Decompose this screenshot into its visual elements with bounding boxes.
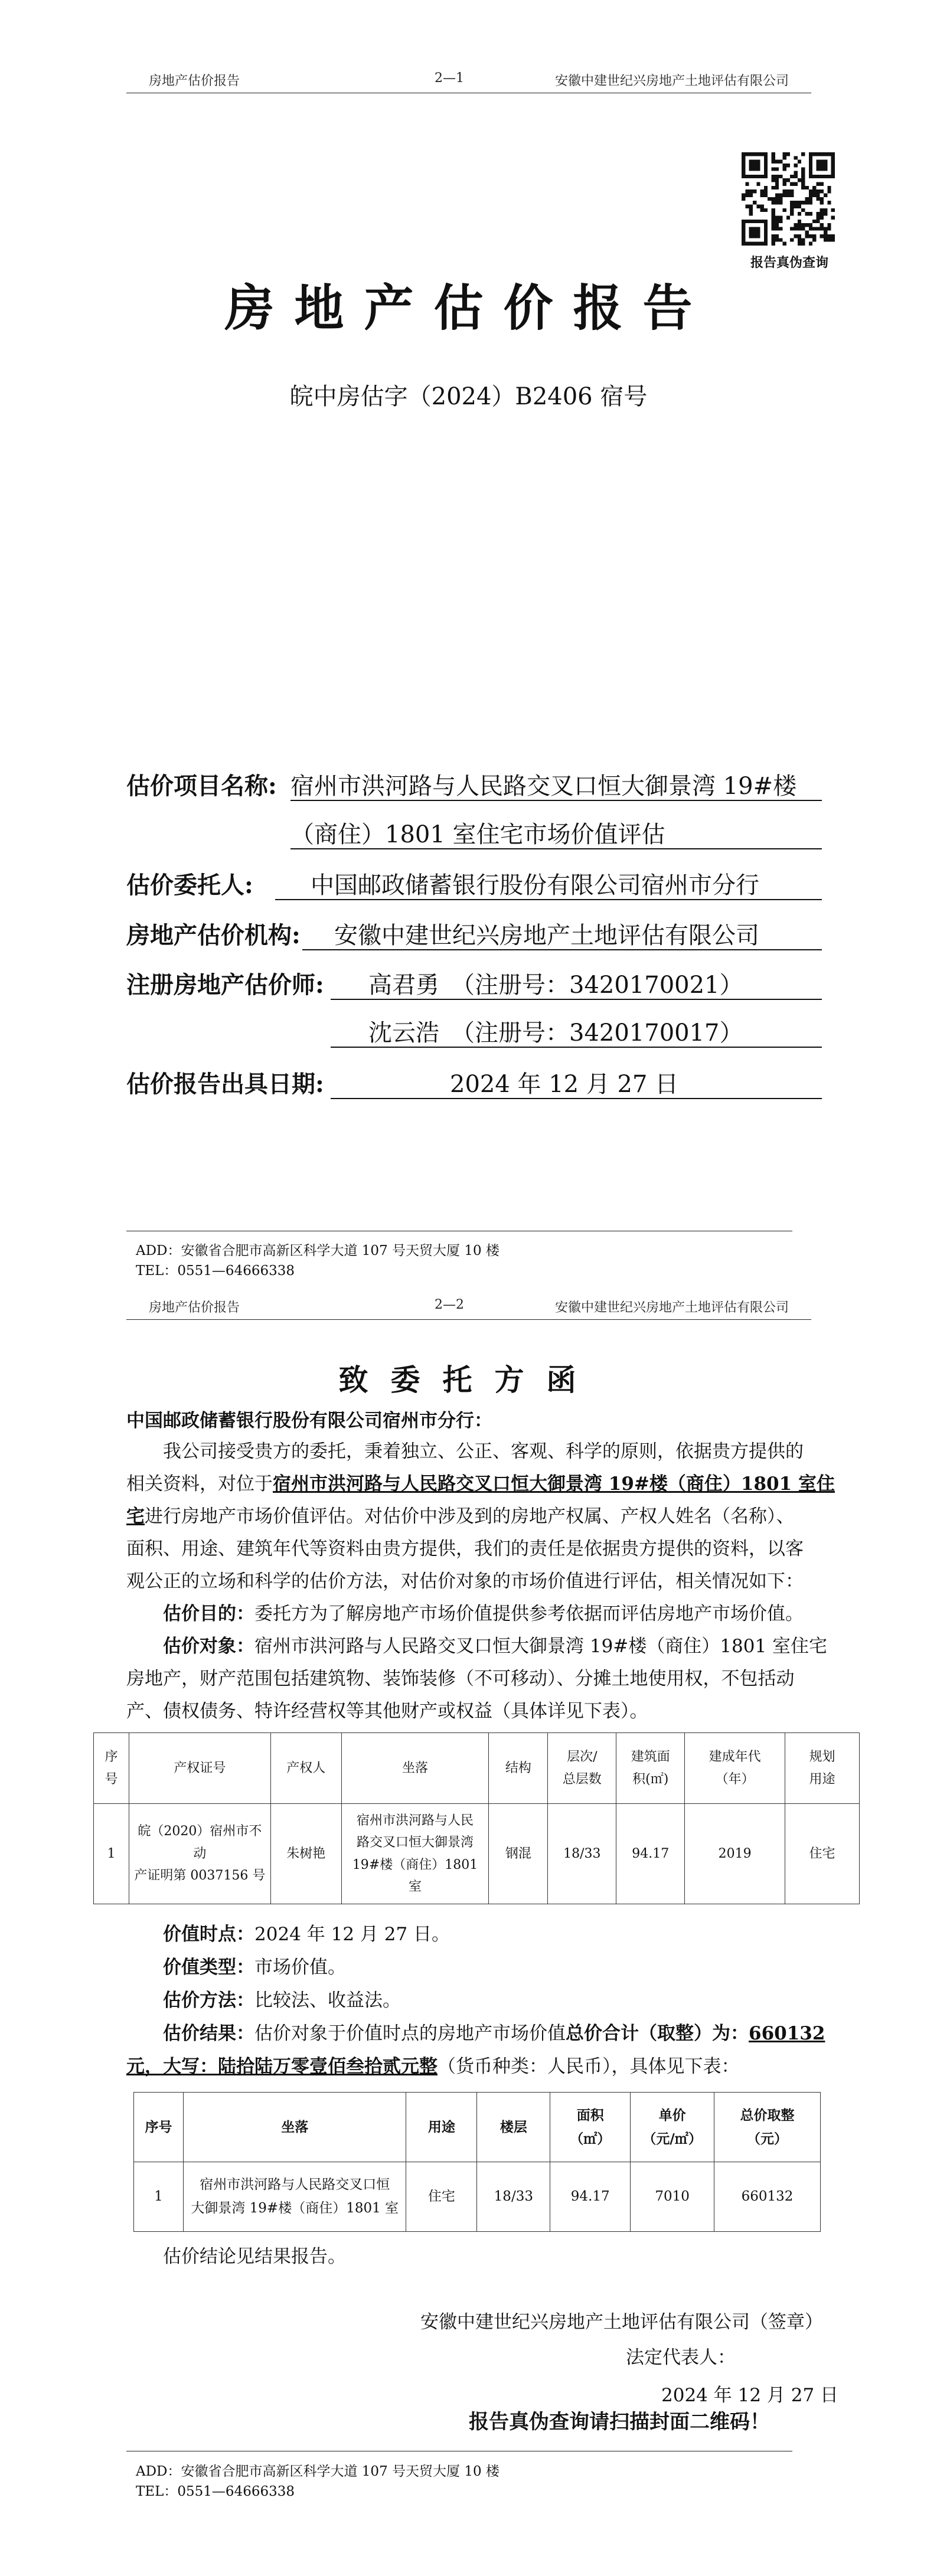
table-cell: 宿州市洪河路与人民路交叉口恒 大御景湾 19#楼（商住）1801 室	[183, 2162, 406, 2232]
table-cell: 94.17	[616, 1804, 685, 1904]
header-right: 安徽中建世纪兴房地产土地评估有限公司	[555, 1300, 789, 1315]
intro-line-2a: 相关资料，对位于	[126, 1473, 273, 1495]
qr-code-icon[interactable]	[742, 152, 835, 246]
object-label: 估价对象：	[163, 1636, 254, 1657]
agency-value: 安徽中建世纪兴房地产土地评估有限公司	[334, 922, 759, 949]
property-table	[93, 1732, 860, 1904]
result-label: 估价结果：	[163, 2023, 254, 2044]
intro-property-address-end: 宅	[126, 1506, 145, 1527]
col-header: 单价 （元/㎡）	[631, 2093, 714, 2162]
footer-address: ADD：安徽省合肥市高新区科学大道 107 号天贸大厦 10 楼	[136, 2464, 499, 2479]
table-cell: 钢混	[489, 1804, 548, 1904]
document-number: 皖中房估字（2024）B2406 宿号	[289, 383, 648, 410]
footer-tel: TEL：0551—64666338	[136, 1263, 295, 1279]
appraiser-2: 沈云浩 （注册号：3420170017）	[368, 1019, 743, 1047]
addressee: 中国邮政储蓄银行股份有限公司宿州市分行：	[126, 1410, 492, 1431]
client-value: 中国邮政储蓄银行股份有限公司宿州市分行	[311, 872, 759, 899]
object-line-1: 宿州市洪河路与人民路交叉口恒大御景湾 19#楼（商住）1801 室住宅	[254, 1636, 828, 1657]
table-cell: 宿州市洪河路与人民 路交叉口恒大御景湾 19#楼（商住）1801 室	[341, 1804, 489, 1904]
table-header-row	[134, 2093, 821, 2162]
underline	[290, 800, 822, 801]
table-cell: 住宅	[785, 1804, 860, 1904]
result-total-value: 660132	[749, 2023, 825, 2044]
underline	[290, 848, 822, 849]
header-page-number: 2—2	[435, 1297, 464, 1312]
verify-note: 报告真伪查询请扫描封面二维码！	[469, 2410, 770, 2434]
col-header: 序 号	[94, 1733, 129, 1804]
project-value-line1: 宿州市洪河路与人民路交叉口恒大御景湾 19#楼	[290, 773, 797, 800]
header-left: 房地产估价报告	[149, 74, 240, 89]
table-cell: 94.17	[550, 2162, 631, 2232]
value-type: 市场价值。	[254, 1957, 346, 1978]
result-total-label: 总价合计（取整）为：	[566, 2023, 749, 2044]
appraiser-1: 高君勇 （注册号：3420170021）	[368, 972, 743, 999]
intro-line-4: 面积、用途、建筑年代等资料由贵方提供，我们的责任是依据贵方提供的资料，以客	[126, 1538, 804, 1560]
appraiser-label: 注册房地产估价师:	[126, 971, 324, 999]
intro-line-1: 我公司接受贵方的委托，秉着独立、公正、客观、科学的原则，依据贵方提供的	[163, 1441, 804, 1462]
table-cell: 1	[94, 1804, 129, 1904]
report-date-label: 估价报告出具日期:	[126, 1070, 324, 1098]
method: 比较法、收益法。	[254, 1990, 401, 2011]
purpose-text: 委托方为了解房地产市场价值提供参考依据而评估房地产市场价值。	[254, 1603, 804, 1624]
value-type-label: 价值类型：	[163, 1957, 254, 1978]
table-cell: 2019	[685, 1804, 785, 1904]
purpose-label: 估价目的：	[163, 1603, 254, 1624]
underline	[331, 1047, 822, 1048]
col-header: 产权证号	[129, 1733, 270, 1804]
method-label: 估价方法：	[163, 1990, 254, 2011]
table-cell: 7010	[631, 2162, 714, 2232]
col-header: 建筑面 积(㎡)	[616, 1733, 685, 1804]
header-left: 房地产估价报告	[149, 1300, 240, 1315]
col-header: 规划 用途	[785, 1733, 860, 1804]
header-rule	[126, 1319, 811, 1320]
report-date-value: 2024 年 12 月 27 日	[450, 1071, 679, 1098]
table-cell: 18/33	[477, 2162, 550, 2232]
sign-representative: 法定代表人：	[626, 2347, 736, 2368]
col-header: 总价取整 （元）	[714, 2093, 821, 2162]
agency-label: 房地产估价机构:	[126, 921, 301, 949]
conclusion: 估价结论见结果报告。	[163, 2246, 346, 2267]
underline	[331, 999, 822, 1000]
col-header: 坐落	[183, 2093, 406, 2162]
object-line-3: 产、债权债务、特许经营权等其他财产或权益（具体详见下表）。	[126, 1701, 648, 1722]
qr-caption: 报告真伪查询	[750, 255, 828, 270]
col-header: 坐落	[341, 1733, 489, 1804]
result-currency: （货币种类：人民币），具体见下表：	[438, 2056, 740, 2077]
table-cell: 18/33	[548, 1804, 616, 1904]
table-cell: 皖（2020）宿州市不动 产证明第 0037156 号	[129, 1804, 270, 1904]
result-upper-label: 元，大写：	[126, 2056, 218, 2077]
letter-title: 致委托方函	[338, 1362, 599, 1397]
value-date-label: 价值时点：	[163, 1924, 254, 1945]
report-title: 房地产估价报告	[224, 279, 713, 337]
header-right: 安徽中建世纪兴房地产土地评估有限公司	[555, 74, 789, 89]
intro-line-5: 观公正的立场和科学的估价方法，对估价对象的市场价值进行评估，相关情况如下：	[126, 1571, 804, 1592]
intro-line-3: 进行房地产市场价值评估。对估价中涉及到的房地产权属、产权人姓名（名称）、	[145, 1506, 795, 1527]
footer-address: ADD：安徽省合肥市高新区科学大道 107 号天贸大厦 10 楼	[136, 1243, 499, 1258]
col-header: 用途	[406, 2093, 477, 2162]
header-page-number: 2—1	[435, 71, 464, 86]
table-row	[94, 1804, 860, 1904]
col-header: 产权人	[270, 1733, 341, 1804]
client-label: 估价委托人:	[126, 871, 253, 899]
col-header: 结构	[489, 1733, 548, 1804]
result-table	[133, 2092, 821, 2232]
sign-date: 2024 年 12 月 27 日	[661, 2385, 839, 2406]
result-text: 估价对象于价值时点的房地产市场价值	[254, 2023, 566, 2044]
table-cell: 660132	[714, 2162, 821, 2232]
result-upper-value: 陆拾陆万零壹佰叁拾贰元整	[218, 2056, 438, 2077]
project-label: 估价项目名称:	[126, 772, 277, 800]
table-header-row	[94, 1733, 860, 1804]
sign-company: 安徽中建世纪兴房地产土地评估有限公司（签章）	[420, 2312, 823, 2333]
object-line-2: 房地产，财产范围包括建筑物、装饰装修（不可移动）、分摊土地使用权，不包括动	[126, 1668, 795, 1689]
table-cell: 1	[134, 2162, 184, 2232]
intro-property-address: 宿州市洪河路与人民路交叉口恒大御景湾 19#楼（商住）1801 室住	[273, 1473, 835, 1495]
footer-tel: TEL：0551—64666338	[136, 2484, 295, 2499]
col-header: 建成年代 （年）	[685, 1733, 785, 1804]
col-header: 层次/ 总层数	[548, 1733, 616, 1804]
value-date: 2024 年 12 月 27 日。	[254, 1924, 450, 1945]
table-row	[134, 2162, 821, 2232]
underline	[331, 1098, 822, 1099]
col-header: 面积 （㎡）	[550, 2093, 631, 2162]
col-header: 楼层	[477, 2093, 550, 2162]
table-cell: 住宅	[406, 2162, 477, 2232]
col-header: 序号	[134, 2093, 184, 2162]
project-value-line2: （商住）1801 室住宅市场价值评估	[290, 821, 665, 848]
underline	[302, 949, 822, 950]
table-cell: 朱树艳	[270, 1804, 341, 1904]
underline	[275, 899, 822, 900]
